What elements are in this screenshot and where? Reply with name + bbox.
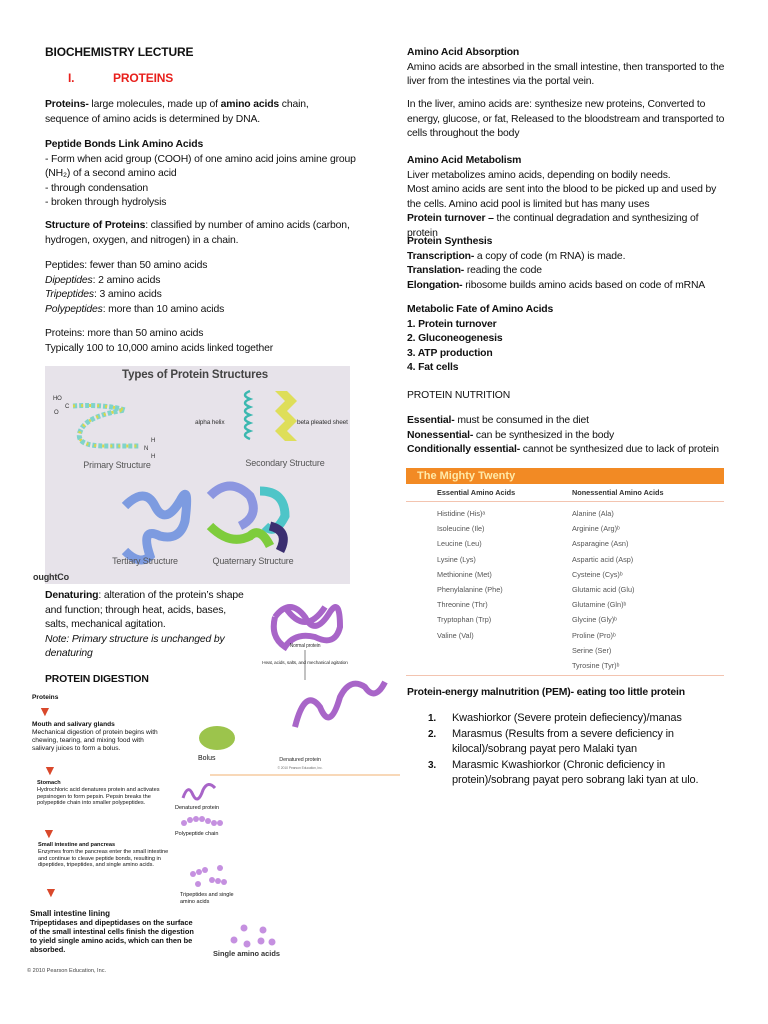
figure-title: Types of Protein Structures: [122, 369, 268, 381]
svg-text:HO: HO: [53, 396, 62, 402]
table-cell: Glycine (Gly)ᵇ: [572, 615, 617, 625]
list-item: 1. Protein turnover: [407, 318, 497, 330]
liver-text: In the liver, amino acids are: synthesize new proteins, Converted to energy, glucose, or fat, Released to the bloodstream and transported to cells throughout the body: [407, 99, 725, 140]
table-cell: Serine (Ser): [572, 645, 612, 655]
table-cell: Tryptophan (Trp): [437, 615, 492, 625]
denaturing-definition: [45, 589, 245, 662]
essential-column: [406, 506, 572, 673]
line: Nonessential- can be synthesized in the body: [407, 429, 615, 441]
heading: Amino Acid Metabolism: [407, 155, 522, 166]
table-body: [406, 502, 724, 676]
denatured-protein-icon: [180, 780, 225, 805]
line: Conditionally essential- cannot be synthesized due to lack of protein: [407, 444, 719, 456]
document-title: BIOCHEMISTRY LECTURE: [45, 45, 194, 59]
svg-text:H: H: [151, 454, 156, 460]
table-cell: Arginine (Arg)ᵇ: [572, 524, 620, 534]
line: - through condensation: [45, 182, 148, 194]
line: [45, 303, 355, 318]
bolus-illustration: [195, 720, 240, 760]
pem-list: [428, 711, 718, 789]
heading: Protein Synthesis: [407, 236, 493, 247]
beta-sheet-label: beta pleated sheet: [297, 419, 348, 426]
line: Proteins: more than 50 amino acids: [45, 328, 204, 339]
watermark-logo: oughtCo: [33, 572, 69, 582]
digestion-heading: PROTEIN DIGESTION: [45, 674, 149, 685]
line: Translation- reading the code: [407, 265, 542, 277]
text: : alteration of the protein’s shape and function; through heat, acids, bases, salts, mechanical agitation.: [45, 590, 244, 631]
table-header: [406, 484, 724, 502]
secondary-structure-label: Secondary Structure: [245, 458, 325, 468]
table-cell: Leucine (Leu): [437, 539, 482, 549]
structure-definition: [45, 219, 355, 248]
table-cell: [437, 643, 572, 658]
proteins-definition: [45, 98, 355, 127]
table-cell: Glutamine (Gln)ᵇ: [572, 600, 627, 610]
digestion-figure: [27, 694, 330, 979]
line: Typically 100 to 10,000 amino acids linked together: [45, 342, 274, 354]
proteins-size: [45, 327, 355, 356]
table-cell: Tyrosine (Tyr)ᵇ: [572, 661, 620, 671]
line: - Form when acid group (COOH) of one amino acid joins amine group (NH₂) of a second amino acid: [45, 153, 356, 180]
table-title: The Mighty Twenty: [406, 468, 724, 484]
nutrition-heading: PROTEIN NUTRITION: [407, 390, 511, 401]
list-item: 1. Kwashiorkor (Severe protein defieciency)/manas: [428, 712, 682, 724]
list-item: 2. Gluconeogenesis: [407, 333, 503, 345]
normal-protein-illustration: [274, 607, 340, 647]
arrow-down-icon: ▼: [44, 884, 58, 900]
table-cell: Glutamic acid (Glu): [572, 585, 635, 595]
table-cell: [437, 658, 572, 673]
table-cell: Alanine (Ala): [572, 509, 614, 518]
svg-text:N: N: [144, 446, 149, 452]
heading: Amino Acid Absorption: [407, 47, 520, 58]
column-header: Nonessential Amino Acids: [572, 488, 664, 497]
svg-text:O: O: [54, 410, 59, 416]
polypeptide-chain-label: Polypeptide chain: [175, 831, 219, 837]
absorption-section: [407, 46, 732, 90]
protein-structures-figure: [33, 366, 350, 584]
polypeptide-chain-icon: [180, 814, 230, 828]
table-cell: Isoleucine (Ile): [437, 524, 485, 534]
step-mouth: Mouth and salivary glands Mechanical digestion of protein begins with chewing, tearing, and mixing food with salivary juices to form a bolus.: [32, 721, 158, 752]
line: Protein turnover – the continual degradation and synthesizing of protein: [407, 213, 699, 239]
alpha-helix-label: alpha helix: [195, 419, 225, 426]
table-cell: Methionine (Met): [437, 569, 492, 579]
copyright: © 2010 Pearson Education, Inc.: [27, 968, 107, 974]
amino-acids-table: [406, 468, 724, 676]
tripeptides-label: Tripeptides and single amino acids: [180, 892, 234, 905]
heading: Peptide Bonds Link Amino Acids: [45, 139, 204, 150]
line: [45, 274, 355, 289]
list-item: 4. Fat cells: [407, 362, 459, 374]
text: : more than 10 amino acids: [102, 303, 225, 315]
text: : classified by number of amino acids (carbon, hydrogen, oxygen, and nitrogen) in a chain.: [45, 220, 350, 246]
step-small-intestine: Small intestine and pancreas Enzymes from the pancreas enter the small intestine and continue to cleave peptide bonds, resulting in dipeptides, tripeptides, and single amino acids.: [38, 842, 169, 869]
line: Elongation- ribosome builds amino acids based on code of mRNA: [407, 279, 706, 291]
nutrition-list: [407, 414, 727, 458]
table-cell: Valine (Val): [437, 630, 474, 640]
arrow-down-icon: ▼: [43, 762, 57, 778]
svg-text:H: H: [151, 438, 156, 444]
table-cell: Lysine (Lys): [437, 554, 476, 564]
arrow-down-icon: ▼: [38, 703, 52, 719]
svg-text:C: C: [65, 404, 70, 410]
term: Denaturing: [45, 590, 99, 601]
list-item: 3. Marasmic Kwashiorkor (Chronic deficiency in protein)/sobrang payat pero sobrang laki tyan at ulo.: [428, 758, 699, 786]
denatured-protein-label: Denatured protein: [175, 805, 220, 811]
line: Peptides: fewer than 50 amino acids: [45, 260, 208, 271]
line: Transcription- a copy of code (m RNA) is made.: [407, 250, 626, 262]
list-item: 3. ATP production: [407, 347, 493, 359]
heading: Metabolic Fate of Amino Acids: [407, 304, 554, 315]
start-label: Proteins: [32, 694, 59, 701]
section-number: I.: [68, 71, 75, 85]
table-cell: Threonine (Thr): [437, 600, 488, 610]
term: Tripeptides: [45, 289, 94, 301]
table-cell: Histidine (His)ᵃ: [437, 509, 486, 518]
text: : 2 amino acids: [92, 274, 161, 286]
table-cell: Asparagine (Asn): [572, 539, 629, 549]
synthesis-section: [407, 235, 727, 293]
section-title: PROTEINS: [113, 71, 174, 85]
tripeptides-icon: [188, 862, 233, 892]
term: Structure of Proteins: [45, 220, 146, 231]
term: Polypeptides: [45, 303, 103, 315]
table-cell: Aspartic acid (Asp): [572, 554, 634, 564]
fate-section: [407, 303, 727, 376]
table-cell: Phenylalanine (Phe): [437, 585, 503, 595]
primary-structure-label: Primary Structure: [83, 460, 151, 470]
step-stomach: Stomach Hydrochloric acid denatures protein and activates pepsinogen to form pepsin. Pepsin breaks the polypeptide chain into smaller polypeptides.: [37, 780, 160, 807]
arrow-down-icon: ▼: [42, 825, 56, 841]
pem-heading: Protein-energy malnutrition (PEM)- eating too little protein: [407, 687, 685, 698]
list-item: 2. Marasmus (Results from a severe deficiency in kilocal)/sobrang payat pero Malaki tyan: [428, 727, 674, 755]
tertiary-structure-label: Tertiary Structure: [112, 556, 178, 566]
text: Amino acids are absorbed in the small intestine, then transported to the liver from the intestines via the portal vein.: [407, 61, 725, 88]
step-intestine-lining: Small intestine lining Tripeptidases and dipeptidases on the surface of the small intestinal cells finish the digestion to yield single amino acids, which can then be absorbed.: [30, 909, 194, 954]
denatured-label: Denatured protein: [279, 757, 321, 763]
quaternary-structure-label: Quaternary Structure: [212, 556, 294, 566]
term: Proteins-: [45, 99, 89, 110]
line: Most amino acids are sent into the blood to be picked up and used by the cells. Amino acid pool is limited but has many uses: [407, 184, 717, 210]
copyright: © 2010 Pearson Education, Inc.: [277, 766, 323, 770]
normal-protein-label: Normal protein: [289, 643, 321, 649]
text: large molecules, made up of: [88, 99, 221, 110]
term: amino acids: [220, 99, 280, 110]
peptide-bonds-section: [45, 138, 365, 211]
peptides-list: [45, 259, 355, 317]
term: Dipeptides: [45, 274, 93, 286]
text: chain, sequence of amino acids is determined by DNA.: [45, 99, 309, 125]
line: [45, 288, 355, 303]
single-amino-acids-label: Single amino acids: [213, 949, 280, 958]
line: - broken through hydrolysis: [45, 197, 167, 209]
metabolism-section: [407, 154, 727, 242]
line: Essential- must be consumed in the diet: [407, 415, 589, 426]
column-header: Essential Amino Acids: [437, 488, 516, 497]
nonessential-column: [572, 506, 634, 673]
table-cell: Proline (Pro)ᵇ: [572, 630, 616, 640]
table-cell: Cysteine (Cys)ᵇ: [572, 569, 623, 579]
note: Note: Primary structure is unchanged by denaturing: [45, 633, 225, 660]
line: Liver metabolizes amino acids, depending on bodily needs.: [407, 169, 671, 181]
agents-label: Heat, acids, salts, and mechanical agitation: [262, 661, 348, 666]
bolus-label: Bolus: [198, 755, 216, 762]
text: : 3 amino acids: [93, 289, 162, 301]
